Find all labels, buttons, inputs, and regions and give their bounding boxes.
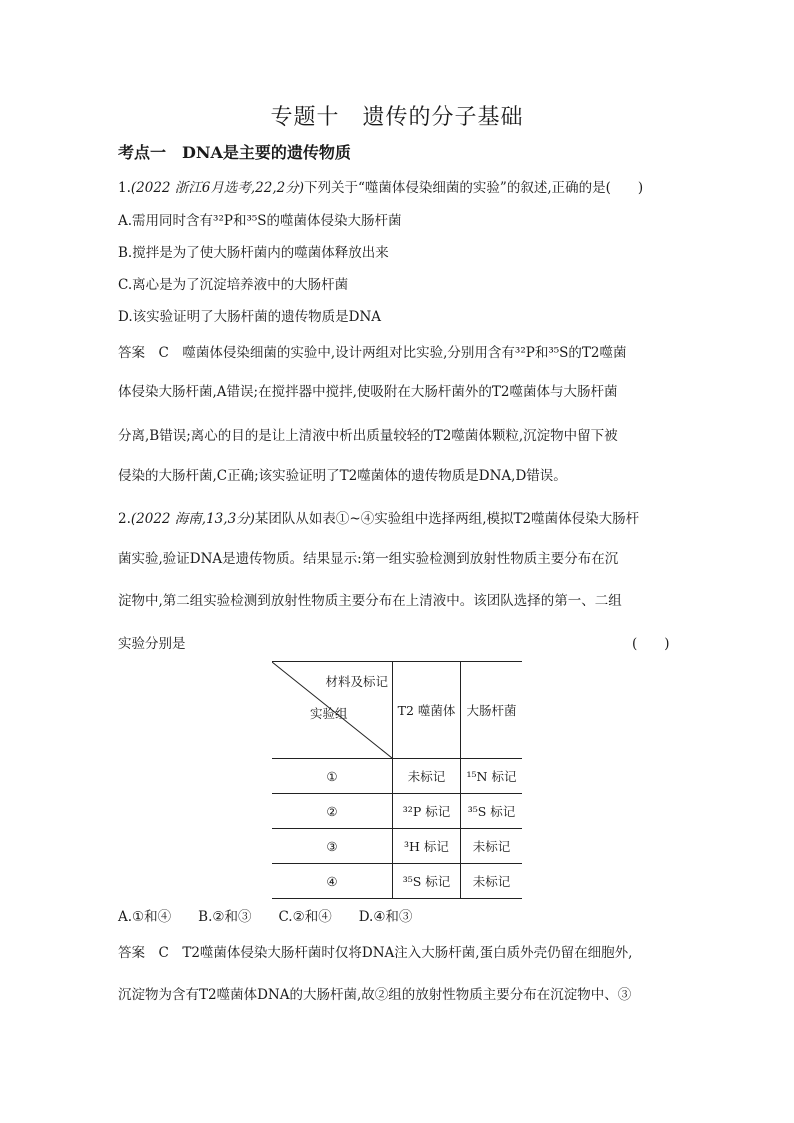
cell-group: ② — [272, 794, 393, 829]
cell-group: ③ — [272, 829, 393, 864]
table-header-row — [272, 662, 522, 759]
q1-answer-line: 答案 C 噬菌体侵染细菌的实验中,设计两组对比实验,分别用含有³²P和³⁵S的T2噬菌 — [118, 345, 627, 361]
q1-answer-line: 侵染的大肠杆菌,C正确;该实验证明了T2噬菌体的遗传物质是DNA,D错误。 — [118, 468, 567, 484]
q1-option-a: A.需用同时含有³²P和³⁵S的噬菌体侵染大肠杆菌 — [118, 213, 402, 229]
cell-ecoli: 未标记 — [461, 829, 523, 864]
cell-ecoli: 未标记 — [461, 864, 523, 899]
table-row — [272, 829, 522, 864]
q2-stem-line — [118, 507, 639, 527]
cell-phage: ³⁵S 标记 — [393, 864, 461, 899]
cell-group: ④ — [272, 864, 393, 899]
q1-number: 1. — [118, 180, 131, 196]
table-diagonal-header — [272, 662, 393, 759]
page-title: 专题十 遗传的分子基础 — [270, 105, 524, 130]
cell-phage: ³H 标记 — [393, 829, 461, 864]
q1-stem-line — [118, 176, 643, 196]
q2-stem-line: 菌实验,验证DNA是遗传物质。结果显示:第一组实验检测到放射性物质主要分布在沉 — [118, 551, 619, 567]
q1-stem: 下列关于“噬菌体侵染细菌的实验”的叙述,正确的是( ) — [304, 180, 644, 196]
q2-answer-line: 答案 C T2噬菌体侵染大肠杆菌时仅将DNA注入大肠杆菌,蛋白质外壳仍留在细胞外, — [118, 945, 633, 961]
cell-ecoli: ¹⁵N 标记 — [461, 759, 523, 794]
q2-number: 2. — [118, 511, 131, 527]
table-row — [272, 864, 522, 899]
q1-answer-line: 分离,B错误;离心的目的是让上清液中析出质量较轻的T2噬菌体颗粒,沉淀物中留下被 — [118, 428, 618, 444]
q2-answer-paren: ( ) — [632, 636, 670, 652]
cell-ecoli: ³⁵S 标记 — [461, 794, 523, 829]
header-ecoli: 大肠杆菌 — [466, 703, 517, 718]
q2-stem-line: 实验分别是 — [118, 636, 186, 652]
header-group-label: 实验组 — [310, 706, 348, 721]
cell-phage: ³²P 标记 — [393, 794, 461, 829]
table-row — [272, 794, 522, 829]
section-heading: 考点一 DNA是主要的遗传物质 — [118, 143, 351, 162]
q1-option-d: D.该实验证明了大肠杆菌的遗传物质是DNA — [118, 309, 382, 325]
cell-phage: 未标记 — [393, 759, 461, 794]
q2-stem-line: 淀物中,第二组实验检测到放射性物质主要分布在上清液中。该团队选择的第一、二组 — [118, 593, 622, 609]
q2-options: A.①和④ B.②和③ C.②和④ D.④和③ — [118, 909, 413, 925]
header-phage: T2 噬菌体 — [393, 662, 461, 759]
cell-group: ① — [272, 759, 393, 794]
q1-option-c: C.离心是为了沉淀培养液中的大肠杆菌 — [118, 277, 349, 293]
q1-answer-line: 体侵染大肠杆菌,A错误;在搅拌器中搅拌,使吸附在大肠杆菌外的T2噬菌体与大肠杆菌 — [118, 384, 618, 400]
header-materials-label: 材料及标记 — [325, 674, 388, 689]
q2-stem: 某团队从如表①~④实验组中选择两组,模拟T2噬菌体侵染大肠杆 — [254, 511, 640, 527]
table-row — [272, 759, 522, 794]
q2-answer-line: 沉淀物为含有T2噬菌体DNA的大肠杆菌,故②组的放射性物质主要分布在沉淀物中、③ — [118, 987, 632, 1003]
q1-source: (2022 浙江6月选考,22,2分) — [130, 180, 305, 196]
q1-option-b: B.搅拌是为了使大肠杆菌内的噬菌体释放出来 — [118, 245, 389, 261]
q2-source: (2022 海南,13,3分) — [130, 511, 255, 527]
experiment-table — [272, 661, 522, 899]
